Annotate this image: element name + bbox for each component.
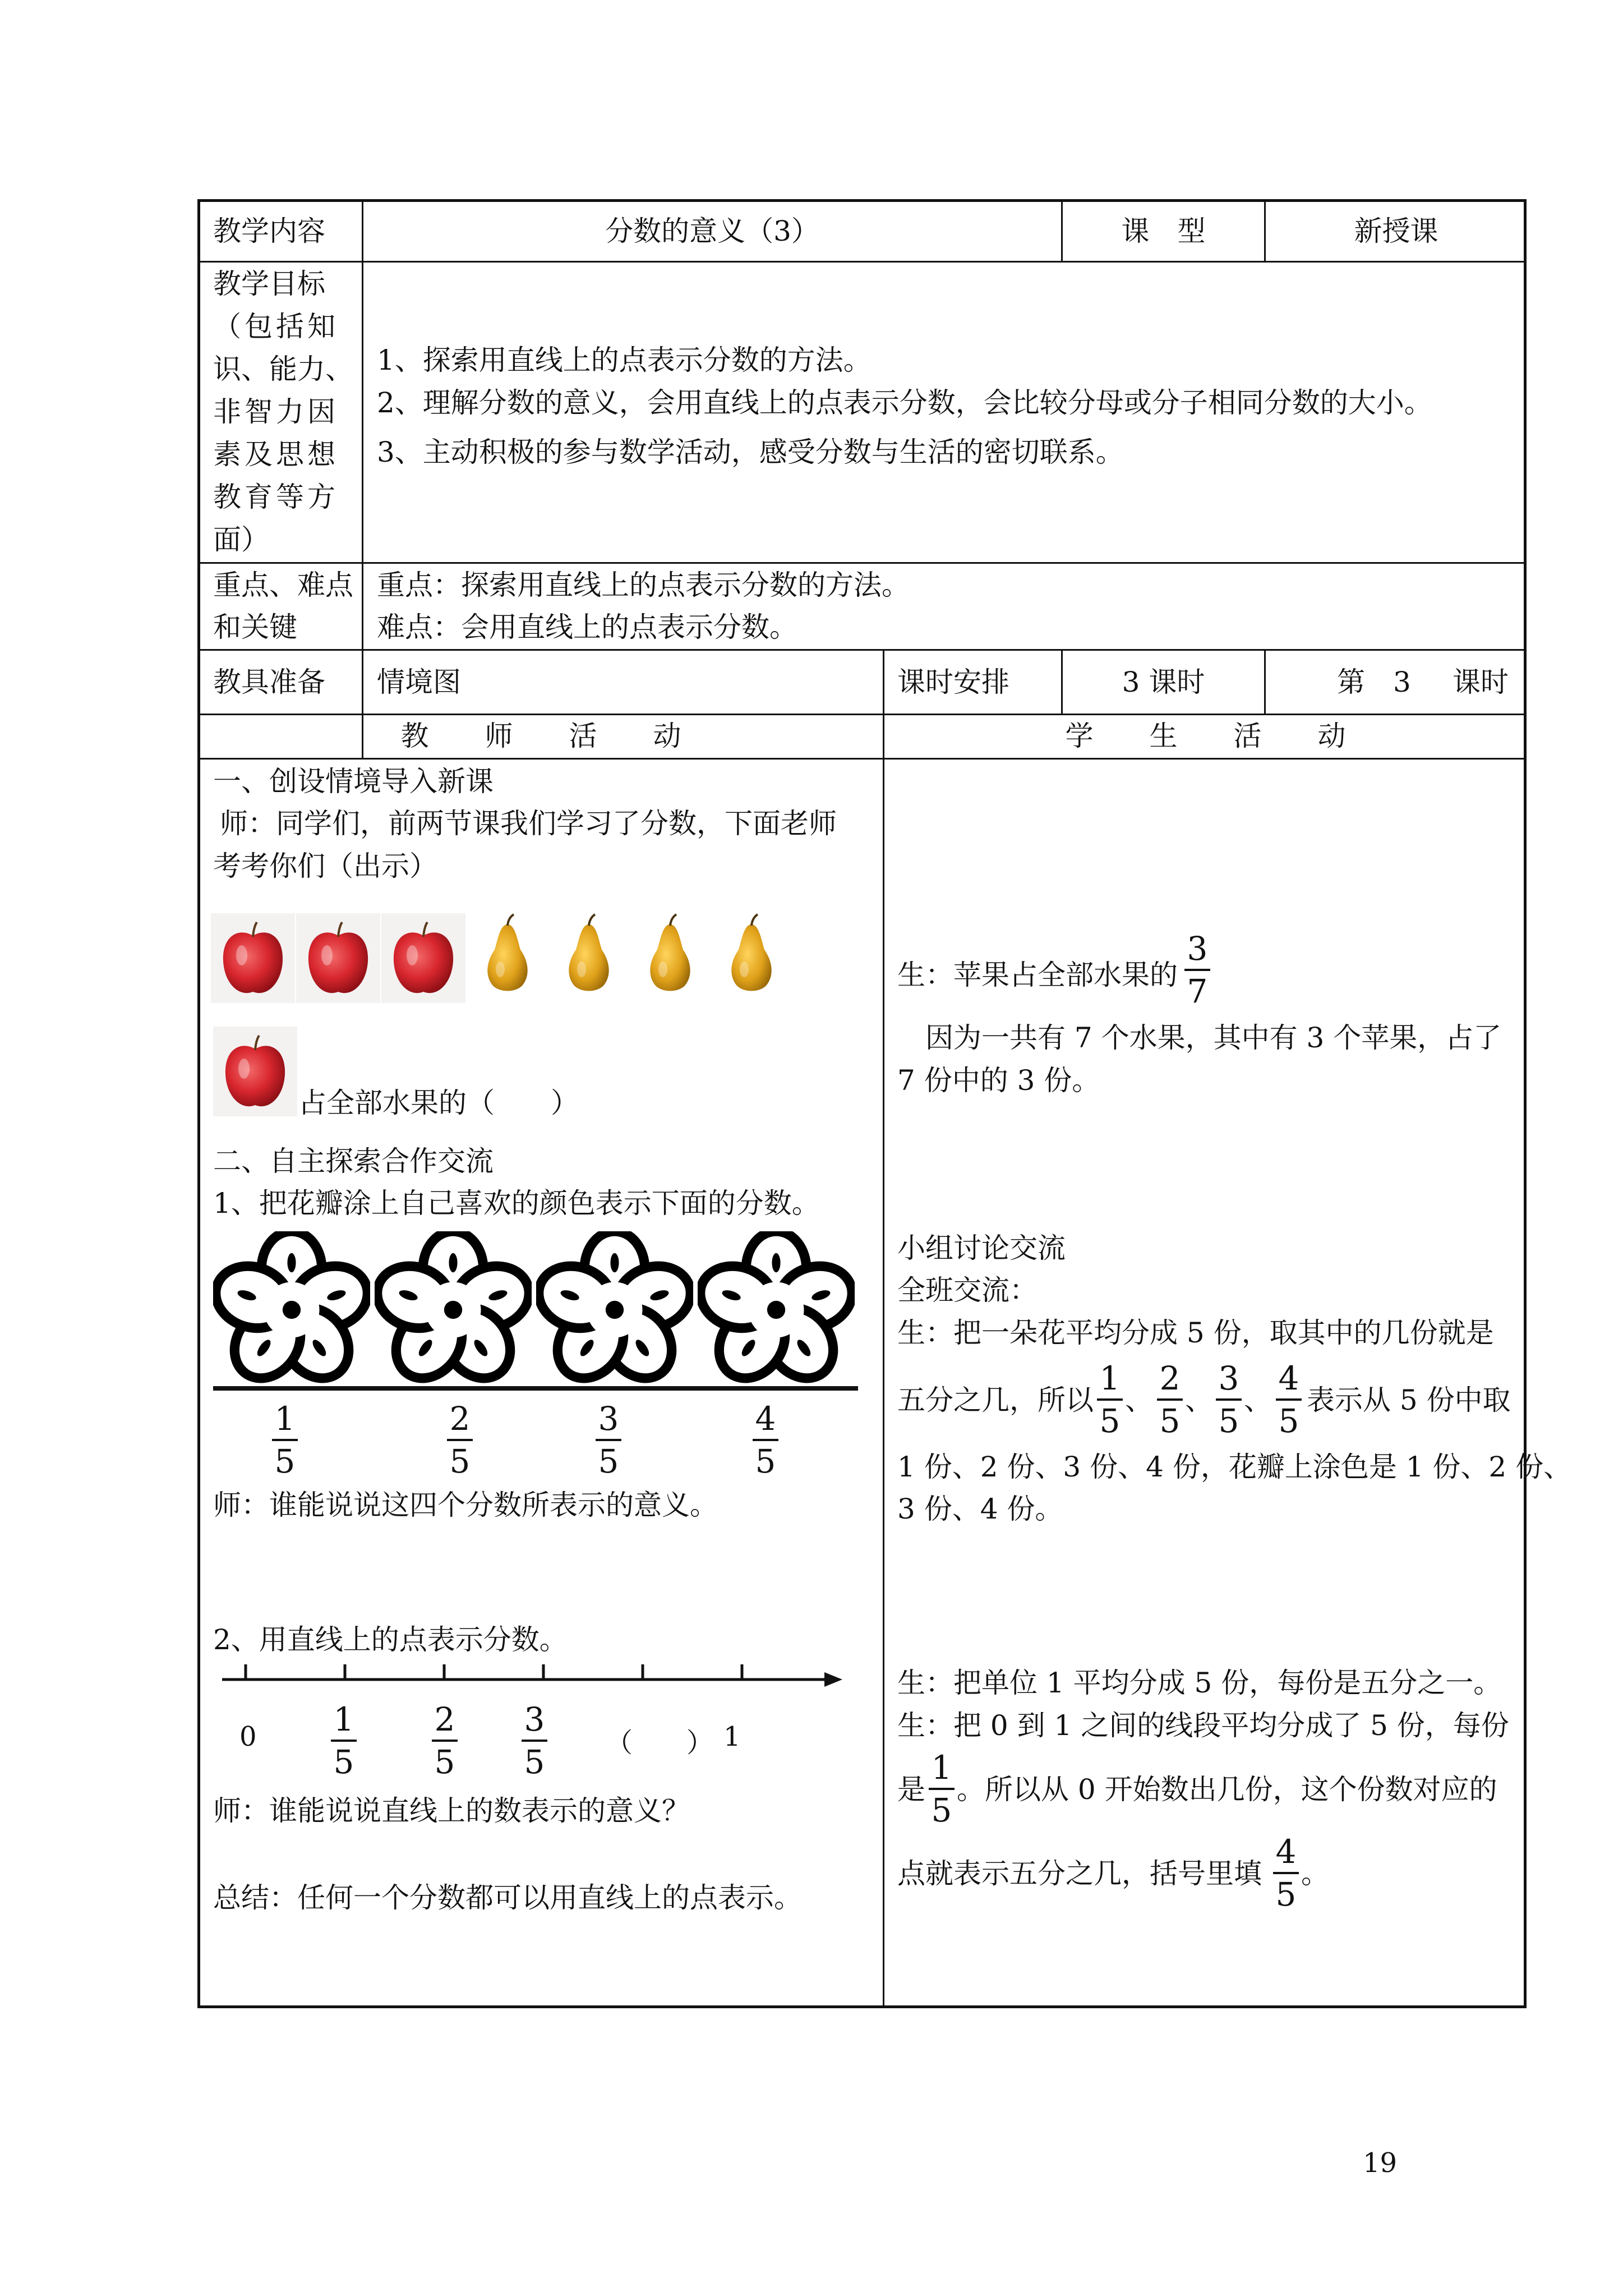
goals-label-line: 素及思想 [213,438,339,471]
flower-image [536,1231,693,1388]
teacher-question-2: 师：谁能说说直线上的数表示的意义？ [213,1795,690,1827]
student-line: 生：把 0 到 1 之间的线段平均分成了 5 份，每份 [897,1709,1509,1742]
student-line: 。 [1301,1857,1329,1890]
denominator: 5 [333,1743,354,1781]
schedule-label: 课时安排 [897,666,1009,698]
col-divider [883,649,884,2008]
denominator: 5 [1218,1402,1239,1440]
schedule-value: 3 课时 [1122,666,1205,698]
denominator: 5 [1159,1402,1181,1440]
apple-image [211,913,295,1003]
section-2-title: 二、自主探索合作交流 [213,1145,494,1177]
fraction-separator: 、 [1244,1384,1272,1416]
denominator: 5 [1278,1402,1299,1440]
numerator: 3 [524,1700,545,1738]
student-line: 1 份、2 份、3 份、4 份，花瓣上涂色是 1 份、2 份、 [897,1451,1572,1483]
goals-label-line: 识、能力、 [213,353,353,385]
apple-image [296,913,380,1003]
denominator: 5 [524,1743,545,1781]
flower-image [213,1231,370,1388]
numerator: 3 [1218,1359,1239,1397]
flower-fraction [596,1400,621,1480]
numerator: 4 [1275,1833,1297,1871]
flower-fraction [272,1400,298,1480]
prep-label: 教具准备 [213,666,325,698]
line-label-zero: 0 [239,1721,257,1752]
numerator: 1 [1099,1359,1121,1397]
student-line: 生：把一朵花平均分成 5 份，取其中的几份就是 [897,1317,1494,1349]
student-reason-line: 因为一共有 7 个水果，其中有 3 个苹果，占了 [925,1022,1502,1054]
numerator: 2 [1159,1359,1181,1397]
denominator: 5 [274,1442,296,1480]
denominator: 5 [449,1442,471,1480]
student-reason-line: 7 份中的 3 份。 [897,1064,1100,1097]
row-divider [197,649,1527,651]
goal-item: 3、主动积极的参与数学活动，感受分数与生活的密切联系。 [377,436,1124,468]
goals-label-line: 面） [213,523,269,556]
fraction-separator: 、 [1125,1384,1153,1416]
denominator: 5 [755,1442,776,1480]
lesson-title: 分数的意义（3） [605,215,819,247]
denominator: 5 [598,1442,619,1480]
col-divider [1264,649,1266,715]
pear-image [709,908,794,997]
flower-fraction [753,1400,778,1480]
content-label: 教学内容 [213,215,325,247]
student-line: 。所以从 0 开始数出几份，这个份数对应的 [957,1773,1497,1806]
teacher-column-header: 教 师 活 动 [400,720,681,752]
denominator: 5 [1275,1875,1297,1913]
denominator: 5 [434,1743,455,1781]
denominator: 5 [1099,1402,1121,1440]
line-fraction [432,1701,458,1780]
numerator: 1 [274,1400,296,1438]
goals-label-line: 教学目标 [213,268,325,300]
current-period-suffix: 课时 [1453,666,1509,698]
pear-image [547,908,631,997]
number-line [219,1658,847,1691]
answer-fraction [1184,930,1210,1010]
denominator: 5 [931,1791,952,1829]
line-fraction [331,1701,357,1780]
task-1-text: 1、把花瓣涂上自己喜欢的颜色表示下面的分数。 [213,1187,820,1220]
goal-item: 2、理解分数的意义，会用直线上的点表示分数，会比较分母或分子相同分数的大小。 [377,386,1432,419]
answer-fraction [1216,1360,1242,1439]
student-line: 全班交流： [897,1274,1038,1306]
prep-value: 情境图 [377,666,461,698]
flower-image [375,1231,532,1388]
answer-fraction [1097,1360,1123,1439]
student-line: 小组讨论交流 [897,1232,1066,1264]
keys-label-line: 重点、难点 [213,569,353,601]
row-divider [197,261,1527,263]
answer-fraction [1273,1833,1299,1913]
fraction-separator: 、 [1185,1384,1213,1416]
keys-label-line: 和关键 [213,611,297,643]
student-answer-1: 生：苹果占全部水果的 [897,959,1178,991]
pear-image [465,908,550,997]
answer-fraction [1276,1360,1302,1439]
numerator: 2 [449,1400,471,1438]
current-period-prefix: 第 3 [1337,666,1411,698]
line-fraction [522,1701,547,1780]
fruit-question: 占全部水果的（ ） [298,1087,579,1119]
col-divider [362,199,363,758]
goals-label-line: 非智力因 [213,395,339,428]
numerator: 3 [598,1400,619,1438]
teacher-line: 考考你们（出示） [213,850,437,882]
goals-label-line: （包括知 [213,310,339,343]
apple-image [213,1027,297,1116]
numerator: 1 [931,1749,952,1787]
flower-baseline [213,1386,858,1391]
numerator: 4 [755,1400,776,1438]
student-line: 是 [897,1773,925,1806]
student-column-header: 学 生 活 动 [1065,720,1346,752]
row-divider [197,758,1527,760]
section-1-title: 一、创设情境导入新课 [213,765,494,798]
student-line: 表示从 5 份中取 [1307,1384,1511,1416]
flower-fraction [447,1400,473,1480]
numerator: 3 [1187,930,1208,968]
answer-fraction [1157,1360,1183,1439]
teacher-line: 师：同学们，前两节课我们学习了分数，下面老师 [220,807,837,840]
difficulty-text: 难点：会用直线上的点表示分数。 [377,611,797,643]
answer-fraction [929,1749,955,1829]
teacher-question-1: 师：谁能说说这四个分数所表示的意义。 [213,1489,718,1521]
student-line: 3 份、4 份。 [897,1493,1063,1525]
line-blank: （ ） [606,1727,714,1759]
page-number: 19 [1363,2147,1398,2179]
student-line: 生：把单位 1 平均分成 5 份，每份是五分之一。 [897,1667,1502,1699]
student-line: 五分之几，所以 [897,1384,1094,1416]
lesson-type-value: 新授课 [1354,215,1438,247]
focus-text: 重点：探索用直线上的点表示分数的方法。 [377,569,910,601]
goals-label-line: 教育等方 [213,481,339,513]
numerator: 4 [1278,1359,1299,1397]
flower-image [698,1231,855,1388]
denominator: 7 [1187,972,1208,1010]
task-2-text: 2、用直线上的点表示分数。 [213,1623,568,1656]
student-line: 点就表示五分之几，括号里填 [897,1857,1262,1890]
summary-text: 总结：任何一个分数都可以用直线上的点表示。 [213,1881,802,1914]
numerator: 2 [434,1700,455,1738]
goal-item: 1、探索用直线上的点表示分数的方法。 [377,344,872,376]
pear-image [628,908,712,997]
numerator: 1 [333,1700,354,1738]
apple-image [381,913,465,1003]
lesson-type-label: 课 型 [1121,215,1206,247]
line-label-one: 1 [723,1721,741,1752]
